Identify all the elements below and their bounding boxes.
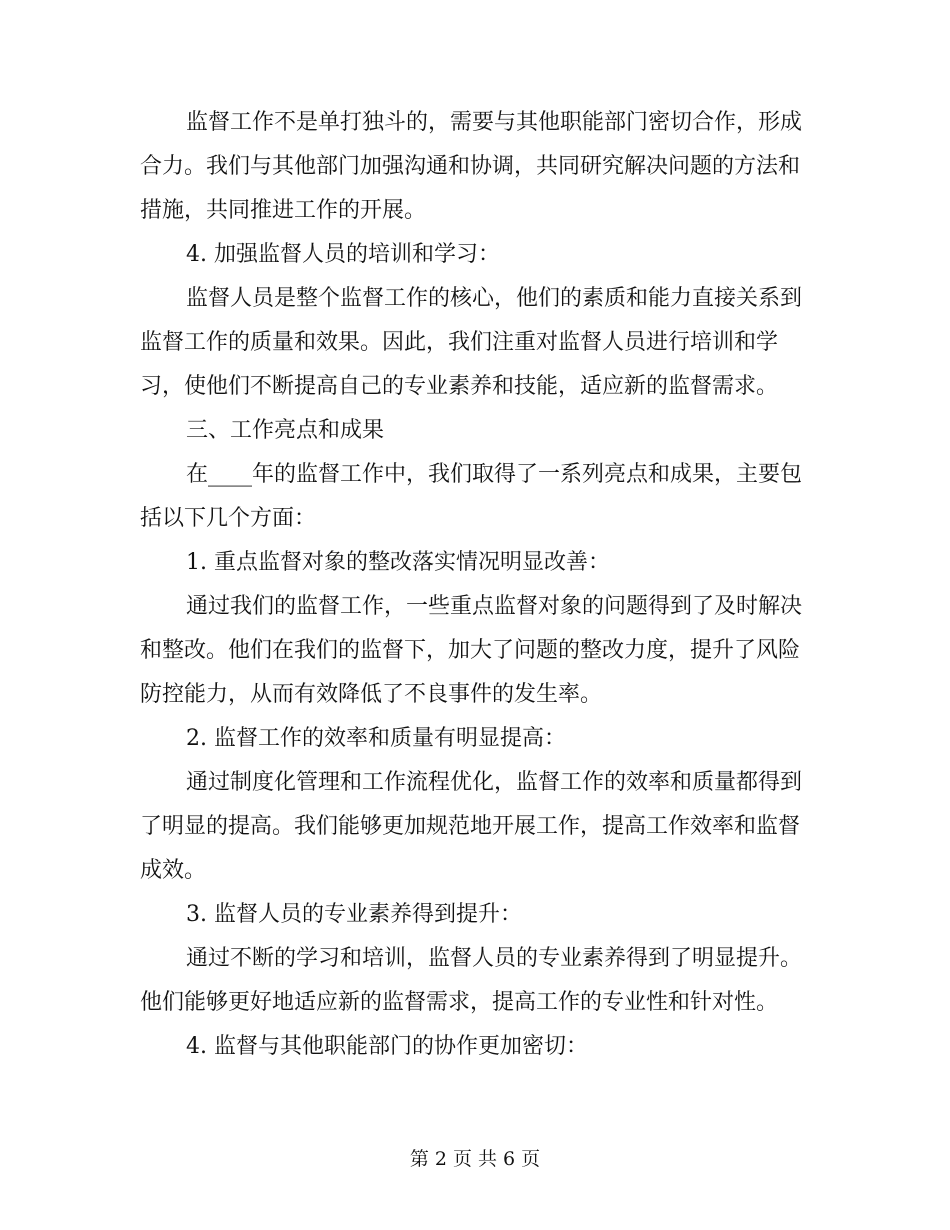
text-line: 措施，共同推进工作的开展。 (140, 198, 427, 223)
section-heading (140, 409, 800, 453)
text-line: 防控能力，从而有效降低了不良事件的发生率。 (140, 682, 603, 707)
paragraph (140, 277, 803, 409)
text-line: 他们能够更好地适应新的监督需求，提高工作的专业性和针对性。 (140, 990, 779, 1015)
text-line: 监督人员是整个监督工作的核心，他们的素质和能力直接关系到 (186, 286, 803, 311)
text-line: 习，使他们不断提高自己的专业素养和技能，适应新的监督需求。 (140, 374, 779, 399)
text-line: 在____年的监督工作中，我们取得了一系列亮点和成果，主要包 (186, 462, 803, 487)
text-line: 成效。 (140, 858, 207, 883)
text-line: 3. 监督人员的专业素养得到提升： (186, 902, 522, 927)
text-line: 三、工作亮点和成果 (186, 418, 385, 443)
paragraph (140, 453, 803, 541)
text-line: 通过不断的学习和培训，监督人员的专业素养得到了明显提升。 (186, 946, 803, 971)
subheading (140, 893, 800, 937)
text-line: 通过我们的监督工作，一些重点监督对象的问题得到了及时解决 (186, 594, 803, 619)
text-line: 通过制度化管理和工作流程优化，监督工作的效率和质量都得到 (186, 770, 803, 795)
subheading (140, 233, 800, 277)
text-line: 监督工作不是单打独斗的，需要与其他职能部门密切合作，形成 (186, 110, 803, 135)
text-line: 1. 重点监督对象的整改落实情况明显改善： (186, 550, 610, 575)
text-line: 括以下几个方面： (140, 506, 317, 531)
text-line: 监督工作的质量和效果。因此，我们注重对监督人员进行培训和学 (140, 330, 779, 355)
paragraph (140, 937, 803, 1025)
subheading (140, 717, 800, 761)
document-body (140, 101, 803, 1069)
paragraph (140, 101, 803, 233)
text-line: 了明显的提高。我们能够更加规范地开展工作，提高工作效率和监督 (140, 814, 801, 839)
subheading (140, 1025, 800, 1069)
paragraph (140, 585, 803, 717)
paragraph (140, 761, 803, 893)
text-line: 2. 监督工作的效率和质量有明显提高： (186, 726, 566, 751)
subheading (140, 541, 800, 585)
text-line: 和整改。他们在我们的监督下，加大了问题的整改力度，提升了风险 (140, 638, 801, 663)
text-line: 4. 加强监督人员的培训和学习： (186, 242, 500, 267)
page-number-footer: 第 2 页 共 6 页 (409, 1148, 541, 1170)
text-line: 4. 监督与其他职能部门的协作更加密切： (186, 1034, 588, 1059)
text-line: 合力。我们与其他部门加强沟通和协调，共同研究解决问题的方法和 (140, 154, 801, 179)
